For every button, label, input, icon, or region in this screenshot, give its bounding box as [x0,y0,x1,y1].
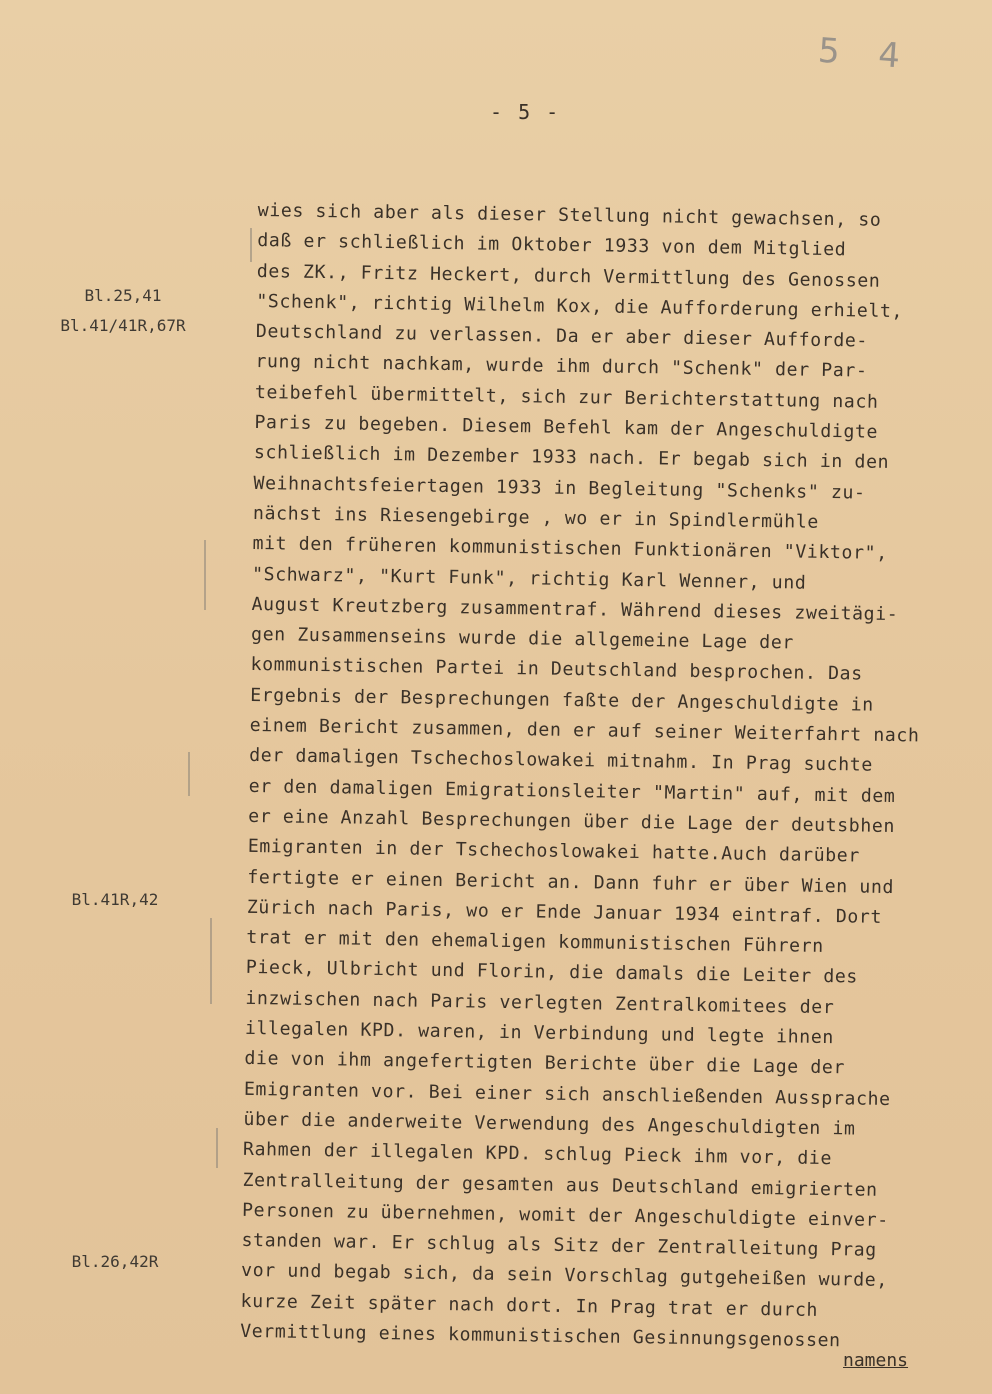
continuation-word: namens [843,1350,909,1371]
margin-reference: Bl.26,42R [71,1252,159,1271]
text-line: Paris zu begeben. Diesem Befehl kam der Angeschuldigte [254,412,879,443]
text-line: gen Zusammenseins wurde die allgemeine Lage der [250,624,795,654]
text-line: der damaligen Tschechoslowakei mitnahm. In Prag suchte [249,745,873,777]
text-line: die von ihm angefertigten Berichte über die Lage der [244,1048,846,1079]
text-line: rung nicht nachkam, wurde ihm durch "Schenk" der Par- [255,351,868,383]
text-line: des ZK., Fritz Heckert, durch Vermittlung des Genossen [256,260,881,292]
margin-references [0,0,240,1394]
text-line: illegalen KPD. waren, in Verbindung und legte ihnen [244,1017,835,1049]
body-text [240,196,958,1358]
margin-reference: Bl.41/41R,67R [60,316,186,335]
text-line: fertigte er einen Bericht an. Dann fuhr er über Wien und [247,866,895,898]
margin-mark [188,752,190,796]
page-number: - 5 - [490,100,561,124]
text-line: Zürich nach Paris, wo er Ende Januar 1934 eintraf. Dort [246,896,883,928]
text-line: einem Bericht zusammen, den er auf seiner Weiterfahrt nach [249,714,920,747]
text-line: Weihnachtsfeiertagen 1933 in Begleitung "Schenks" zu- [253,472,866,504]
margin-mark [216,1128,218,1168]
text-line: Ergebnis der Besprechungen faßte der Angeschuldigte in [249,684,874,716]
text-line: standen war. Er schlug als Sitz der Zentralleitung Prag [241,1229,877,1261]
text-line: Zentralleitung der gesamten aus Deutschland emigrierten [242,1169,878,1201]
margin-reference: Bl.25,41 [84,286,162,305]
text-line: nächst ins Riesengebirge , wo er in Spindlermühle [252,502,820,533]
margin-mark [204,540,206,610]
text-line: inzwischen nach Paris verlegten Zentralkomitees der [245,987,835,1018]
text-line: "Schenk", richtig Wilhelm Kox, die Aufforderung erhielt, [256,290,904,323]
margin-mark [250,228,252,262]
text-line: Deutschland zu verlassen. Da er aber dieser Aufforde- [255,321,869,352]
text-line: daß er schließlich im Oktober 1933 von dem Mitglied [257,230,847,261]
text-line: über die anderweite Verwendung des Angeschuldigten im [243,1108,856,1140]
text-line: er den damaligen Emigrationsleiter "Martin" auf, mit dem [248,775,896,807]
margin-reference: Bl.41R,42 [71,890,159,909]
text-line: Personen zu übernehmen, womit der Angeschuldigte einver- [241,1199,889,1231]
text-line: trat er mit den ehemaligen kommunistischen Führern [246,927,824,958]
text-line: teibefehl übermittelt, sich zur Berichterstattung nach [254,381,879,413]
text-line: Pieck, Ulbricht und Florin, die damals die Leiter des [245,957,859,988]
text-line: kommunistischen Partei in Deutschland besprochen. Das [250,654,863,686]
text-line: August Kreutzberg zusammentraf. Während dieses zweitägi- [251,593,899,625]
text-line: schließlich im Dezember 1933 nach. Er begab sich in den [253,442,890,474]
text-line: vor und begab sich, da sein Vorschlag gutgeheißen wurde, [240,1260,888,1292]
pencil-page-mark: 5 4 [816,30,916,78]
text-line: mit den früheren kommunistischen Funktionären "Viktor", [252,533,888,565]
text-line: wies sich aber als dieser Stellung nicht gewachsen, so [257,199,882,231]
text-line: Emigranten in der Tschechoslowakei hatte.Auch darüber [247,836,861,867]
text-line: Vermittlung eines kommunistischen Gesinnungsgenossen [239,1320,841,1352]
margin-mark [210,918,212,1004]
text-line: Rahmen der illegalen KPD. schlug Pieck ihm vor, die [242,1139,833,1170]
text-line: er eine Anzahl Besprechungen über die Lage der deutsbhen [248,805,896,838]
text-line: "Schwarz", "Kurt Funk", richtig Karl Wenner, und [251,563,807,594]
text-line: kurze Zeit später nach dort. In Prag trat er durch [240,1290,819,1321]
text-line: Emigranten vor. Bei einer sich anschließenden Aussprache [243,1078,891,1110]
